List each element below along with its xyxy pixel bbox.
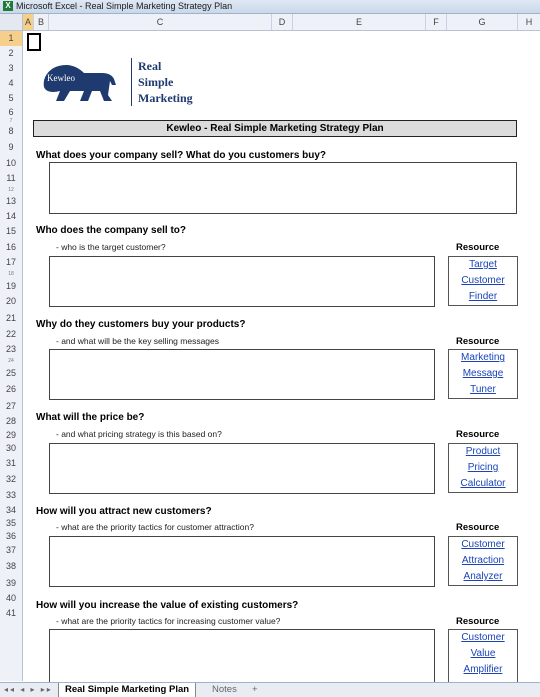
resource-link-line: Target bbox=[469, 259, 497, 270]
column-header-c[interactable]: C bbox=[49, 14, 272, 30]
row-header-21[interactable]: 21 bbox=[5, 313, 16, 323]
subquestion-3: - and what will be the key selling messages bbox=[56, 336, 219, 346]
resource-link-line: Customer bbox=[461, 275, 505, 286]
row-header-41[interactable]: 41 bbox=[5, 608, 16, 618]
brand-line-2: Simple bbox=[138, 75, 174, 89]
row-header-13[interactable]: 13 bbox=[5, 196, 16, 206]
row-header-26[interactable]: 26 bbox=[5, 384, 16, 394]
resource-link-line: Calculator bbox=[460, 478, 506, 489]
resource-link-line: Marketing bbox=[461, 352, 505, 363]
row-header-24[interactable]: 24 bbox=[8, 358, 14, 364]
subquestion-5: - what are the priority tactics for customer attraction? bbox=[56, 522, 254, 532]
kewleo-lion-logo-icon bbox=[40, 57, 120, 105]
row-header-32[interactable]: 32 bbox=[5, 474, 16, 484]
row-header-30[interactable]: 30 bbox=[5, 443, 16, 453]
resource-link-product-pricing-calculator[interactable] bbox=[448, 443, 518, 493]
answer-box-3[interactable] bbox=[49, 349, 435, 400]
column-header-bar bbox=[0, 14, 540, 31]
row-header-16[interactable]: 16 bbox=[5, 242, 16, 252]
row-header-34[interactable]: 34 bbox=[5, 505, 16, 515]
row-header-36[interactable]: 36 bbox=[5, 531, 16, 541]
subquestion-6: - what are the priority tactics for increasing customer value? bbox=[56, 616, 281, 626]
question-4: What will the price be? bbox=[36, 412, 145, 423]
row-header-3[interactable]: 3 bbox=[8, 63, 14, 73]
resource-link-line: Product bbox=[465, 446, 501, 457]
resource-link-line: Finder bbox=[468, 291, 498, 302]
row-header-39[interactable]: 39 bbox=[5, 578, 16, 588]
row-header-2[interactable]: 2 bbox=[8, 48, 14, 58]
brand-line-3: Marketing bbox=[138, 91, 193, 105]
brand-line-1: Real bbox=[138, 59, 162, 73]
plan-title-banner: Kewleo - Real Simple Marketing Strategy Plan bbox=[33, 120, 517, 137]
column-header-g[interactable]: G bbox=[447, 14, 518, 30]
resource-link-line: Message bbox=[462, 368, 504, 379]
row-header-5[interactable]: 5 bbox=[8, 93, 14, 103]
title-bar bbox=[0, 0, 540, 14]
resource-header-2: Resource bbox=[456, 242, 500, 253]
row-header-14[interactable]: 14 bbox=[5, 211, 16, 221]
resource-link-line: Attraction bbox=[461, 555, 505, 566]
question-3: Why do they customers buy your products? bbox=[36, 319, 246, 330]
resource-link-customer-value-amplifier[interactable] bbox=[448, 629, 518, 683]
row-header-23[interactable]: 23 bbox=[5, 344, 16, 354]
resource-link-customer-attraction-analyzer[interactable] bbox=[448, 536, 518, 586]
resource-header-6: Resource bbox=[456, 616, 500, 627]
resource-header-5: Resource bbox=[456, 522, 500, 533]
row-header-8[interactable]: 8 bbox=[8, 126, 14, 136]
sheet-tab-bar bbox=[0, 682, 540, 697]
row-header-11[interactable]: 11 bbox=[6, 173, 16, 183]
sheet-nav-arrows-icon[interactable]: ◂◂ ◂ ▸ ▸▸ bbox=[4, 685, 53, 694]
resource-link-line: Value bbox=[470, 648, 496, 659]
excel-icon: X bbox=[3, 1, 13, 11]
resource-header-3: Resource bbox=[456, 336, 500, 347]
row-header-10[interactable]: 10 bbox=[5, 158, 16, 168]
sheet-tab-notes[interactable]: Notes bbox=[212, 684, 237, 695]
row-header-22[interactable]: 22 bbox=[5, 329, 16, 339]
row-header-31[interactable]: 31 bbox=[5, 458, 16, 468]
row-header-17[interactable]: 17 bbox=[5, 257, 16, 267]
sheet-tab-real-simple-marketing-plan[interactable]: Real Simple Marketing Plan bbox=[58, 683, 196, 697]
answer-box-6[interactable] bbox=[49, 629, 435, 683]
column-header-f[interactable]: F bbox=[426, 14, 447, 30]
subquestion-2: - who is the target customer? bbox=[56, 242, 166, 252]
row-header-29[interactable]: 29 bbox=[5, 430, 16, 440]
resource-link-marketing-message-tuner[interactable] bbox=[448, 349, 518, 399]
row-header-25[interactable]: 25 bbox=[5, 368, 16, 378]
answer-box-2[interactable] bbox=[49, 256, 435, 307]
resource-header-4: Resource bbox=[456, 429, 500, 440]
question-2: Who does the company sell to? bbox=[36, 225, 187, 236]
row-header-15[interactable]: 15 bbox=[5, 226, 16, 236]
column-header-e[interactable]: E bbox=[293, 14, 426, 30]
answer-box-4[interactable] bbox=[49, 443, 435, 494]
row-header-9[interactable]: 9 bbox=[8, 142, 14, 152]
row-header-33[interactable]: 33 bbox=[5, 490, 16, 500]
resource-link-target-customer-finder[interactable] bbox=[448, 256, 518, 306]
window-title: Microsoft Excel - Real Simple Marketing Strategy Plan bbox=[16, 1, 233, 11]
row-header-12[interactable]: 12 bbox=[8, 187, 14, 193]
row-header-4[interactable]: 4 bbox=[8, 78, 14, 88]
row-header-37[interactable]: 37 bbox=[5, 545, 16, 555]
column-header-h[interactable]: H bbox=[518, 14, 540, 30]
row-header-40[interactable]: 40 bbox=[5, 593, 16, 603]
resource-link-line: Customer bbox=[461, 539, 505, 550]
brand-name bbox=[131, 58, 193, 106]
answer-box-5[interactable] bbox=[49, 536, 435, 587]
row-header-28[interactable]: 28 bbox=[5, 416, 16, 426]
resource-link-line: Pricing bbox=[467, 462, 499, 473]
subquestion-4: - and what pricing strategy is this based on? bbox=[56, 429, 222, 439]
row-header-35[interactable]: 35 bbox=[5, 518, 16, 528]
row-header-7[interactable]: 7 bbox=[9, 118, 13, 124]
question-1: What does your company sell? What do you customers buy? bbox=[36, 150, 327, 161]
logo-text: Kewleo bbox=[47, 73, 75, 83]
resource-link-line: Analyzer bbox=[463, 571, 503, 582]
row-header-1[interactable]: 1 bbox=[0, 31, 22, 46]
question-5: How will you attract new customers? bbox=[36, 506, 212, 517]
row-header-38[interactable]: 38 bbox=[5, 561, 16, 571]
resource-link-line: Customer bbox=[461, 632, 505, 643]
row-header-20[interactable]: 20 bbox=[5, 296, 16, 306]
row-header-bar bbox=[0, 31, 23, 681]
question-6: How will you increase the value of existing customers? bbox=[36, 600, 299, 611]
row-header-19[interactable]: 19 bbox=[5, 281, 16, 291]
column-header-b[interactable]: B bbox=[34, 14, 49, 30]
select-all-corner[interactable] bbox=[0, 14, 23, 30]
resource-link-line: Amplifier bbox=[463, 664, 503, 675]
row-header-6[interactable]: 6 bbox=[8, 107, 14, 117]
resource-link-line: Tuner bbox=[470, 384, 496, 395]
column-header-d[interactable]: D bbox=[272, 14, 293, 30]
answer-box-1[interactable] bbox=[49, 162, 517, 214]
column-header-a[interactable]: A bbox=[23, 14, 34, 30]
insert-sheet-tab-icon[interactable]: + bbox=[252, 684, 258, 695]
active-cell-cursor bbox=[27, 33, 41, 51]
row-header-18[interactable]: 18 bbox=[8, 271, 14, 277]
row-header-27[interactable]: 27 bbox=[5, 401, 16, 411]
